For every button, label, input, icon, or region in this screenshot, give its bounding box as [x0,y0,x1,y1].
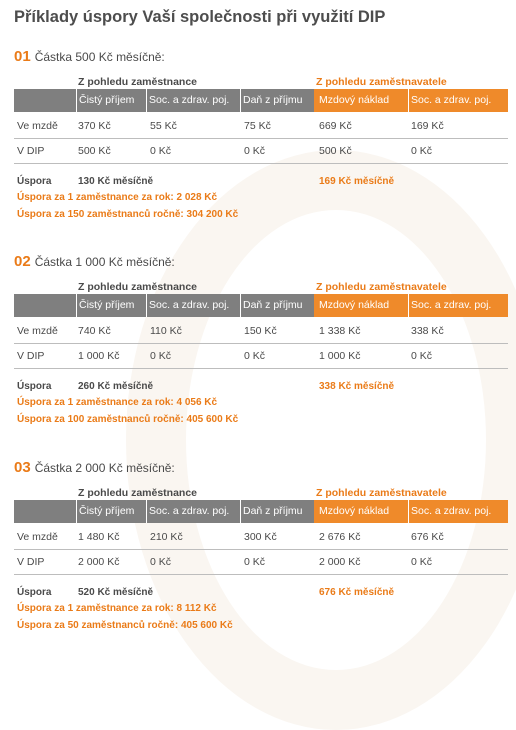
yearly-saving-per-employee: Úspora za 1 zaměstnance za rok: 8 112 Kč [17,603,217,614]
table-cell: 370 Kč [78,120,111,132]
table-cell: 210 Kč [150,531,183,543]
table-cell: 0 Kč [150,145,172,157]
section-amount: Částka 1 000 Kč měsíčně: [34,255,175,269]
table-cell: 676 Kč [411,531,444,543]
table-cell: 0 Kč [244,556,266,568]
table-cell: 0 Kč [244,145,266,157]
table-cell: 1 338 Kč [319,325,361,337]
yearly-saving-total: Úspora za 100 zaměstnanců ročně: 405 600 Kč [17,414,239,425]
section-heading [14,459,175,476]
col-income-tax: Daň z příjmu [240,294,303,317]
section-amount: Částka 500 Kč měsíčně: [34,50,165,64]
table-row-dip [14,139,508,164]
table-row-wage [14,114,508,139]
yearly-saving-total: Úspora za 150 zaměstnanců ročně: 304 200 Kč [17,209,239,220]
table-cell: 0 Kč [150,350,172,362]
table-cell: 0 Kč [150,556,172,568]
col-social-health-employee: Soc. a zdrav. poj. [146,294,229,317]
col-wage-cost: Mzdový náklad [319,299,390,311]
row-label: Ve mzdě [17,531,58,543]
employer-perspective-label: Z pohledu zaměstnavatele [316,487,447,499]
table-cell: 338 Kč [411,325,444,337]
section-number: 01 [14,48,31,65]
table-cell: 500 Kč [78,145,111,157]
table-cell: 2 000 Kč [319,556,361,568]
row-label: V DIP [17,145,45,157]
table-cell: 2 000 Kč [78,556,120,568]
table-row-wage [14,525,508,550]
background-watermark [126,150,516,730]
table-cell: 0 Kč [411,350,433,362]
savings-label: Úspora [17,381,52,392]
table-cell: 150 Kč [244,325,277,337]
table-cell: 0 Kč [411,556,433,568]
employee-monthly-saving: 520 Kč měsíčně [78,587,154,598]
table-cell: 110 Kč [150,325,182,337]
table-cell: 0 Kč [411,145,433,157]
yearly-saving-per-employee: Úspora za 1 zaměstnance za rok: 2 028 Kč [17,192,218,203]
row-label: V DIP [17,350,45,362]
table-cell: 0 Kč [244,350,266,362]
table-row-dip [14,550,508,575]
table-cell: 1 000 Kč [78,350,120,362]
table-cell: 75 Kč [244,120,271,132]
yearly-saving-per-employee: Úspora za 1 zaměstnance za rok: 4 056 Kč [17,397,218,408]
col-social-health-employer: Soc. a zdrav. poj. [408,500,491,523]
col-net-income: Čistý příjem [76,89,134,112]
table-cell: 740 Kč [78,325,111,337]
col-income-tax: Daň z příjmu [240,89,303,112]
employee-perspective-label: Z pohledu zaměstnance [78,281,198,293]
col-net-income: Čistý příjem [76,294,134,317]
col-wage-cost: Mzdový náklad [319,505,390,517]
employee-monthly-saving: 130 Kč měsíčně [78,176,154,187]
table-cell: 2 676 Kč [319,531,361,543]
table-cell: 669 Kč [319,120,352,132]
page-title: Příklady úspory Vaší společnosti při využití DIP [14,8,386,26]
table-cell: 1 480 Kč [78,531,120,543]
section-number: 02 [14,253,31,270]
employer-monthly-saving: 676 Kč měsíčně [319,587,395,598]
row-label: Ve mzdě [17,120,58,132]
yearly-saving-total: Úspora za 50 zaměstnanců ročně: 405 600 Kč [17,620,233,631]
table-cell: 300 Kč [244,531,277,543]
col-social-health-employer: Soc. a zdrav. poj. [408,89,491,112]
table-cell: 169 Kč [411,120,444,132]
section-number: 03 [14,459,31,476]
table-cell: 1 000 Kč [319,350,361,362]
employer-monthly-saving: 169 Kč měsíčně [319,176,395,187]
row-label: Ve mzdě [17,325,58,337]
section-heading [14,253,175,270]
employee-monthly-saving: 260 Kč měsíčně [78,381,154,392]
section-amount: Částka 2 000 Kč měsíčně: [34,461,175,475]
section-heading [14,48,165,65]
col-income-tax: Daň z příjmu [240,500,303,523]
col-social-health-employer: Soc. a zdrav. poj. [408,294,491,317]
employee-perspective-label: Z pohledu zaměstnance [78,487,198,499]
employer-perspective-label: Z pohledu zaměstnavatele [316,281,447,293]
col-social-health-employee: Soc. a zdrav. poj. [146,89,229,112]
table-row-dip [14,344,508,369]
savings-label: Úspora [17,176,52,187]
employee-perspective-label: Z pohledu zaměstnance [78,76,198,88]
col-net-income: Čistý příjem [76,500,134,523]
col-social-health-employee: Soc. a zdrav. poj. [146,500,229,523]
savings-label: Úspora [17,587,52,598]
table-row-wage [14,319,508,344]
employer-perspective-label: Z pohledu zaměstnavatele [316,76,447,88]
col-wage-cost: Mzdový náklad [319,94,390,106]
table-cell: 55 Kč [150,120,177,132]
row-label: V DIP [17,556,45,568]
table-cell: 500 Kč [319,145,352,157]
employer-monthly-saving: 338 Kč měsíčně [319,381,395,392]
